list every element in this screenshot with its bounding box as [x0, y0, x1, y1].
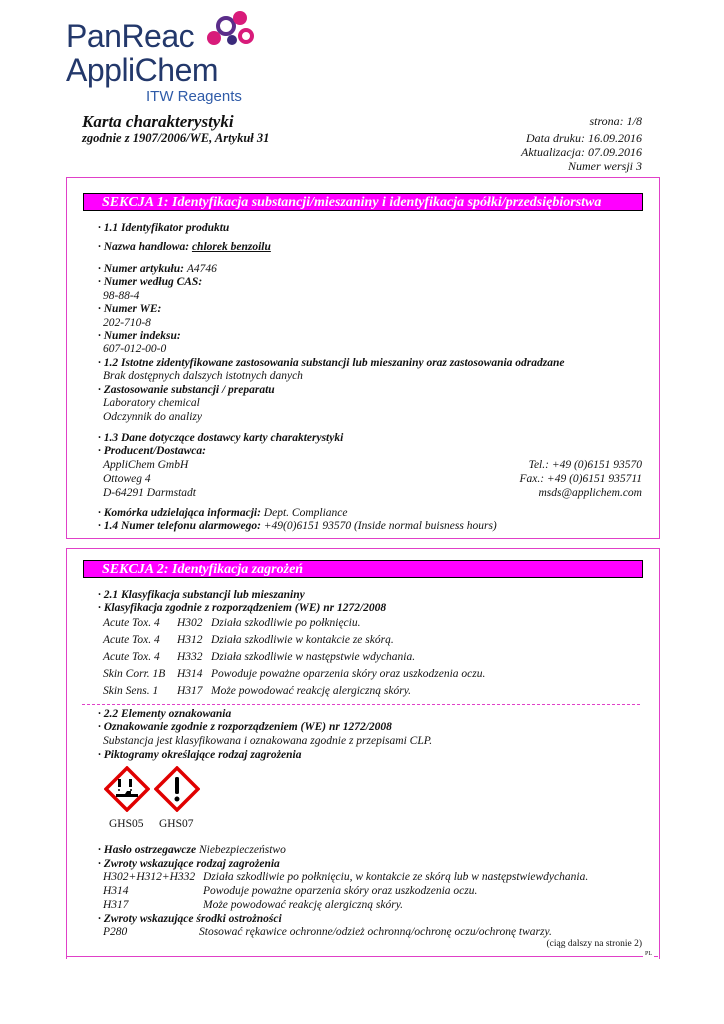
info-department — [98, 506, 347, 520]
cas-value: 98-88-4 — [103, 290, 140, 302]
language-code: PL — [644, 951, 652, 957]
hazard-code: H317 — [177, 685, 203, 697]
ghs07-label: GHS07 — [159, 818, 194, 830]
address-line-1: AppliChem GmbH — [103, 459, 189, 471]
signal-word-value: Niebezpieczeństwo — [198, 844, 286, 856]
logo-molecule-icon — [202, 8, 262, 52]
hazard-class: Acute Tox. 4 — [103, 617, 160, 629]
page-number: strona: 1/8 — [589, 114, 642, 128]
hazard-text: Powoduje poważne oparzenia skóry oraz uszkodzenia oczu. — [211, 668, 486, 680]
classification-heading: · 2.1 Klasyfikacja substancji lub mieszaniny — [98, 589, 305, 601]
trade-name-label: · Nazwa handlowa: — [98, 241, 192, 253]
section-2-title: SEKCJA 2: Identyfikacja zagrożeń — [83, 560, 643, 578]
h-statement-text: Powoduje poważne oparzenia skóry oraz uszkodzenia oczu. — [203, 885, 478, 897]
label-elements-heading: · 2.2 Elementy oznakowania — [98, 708, 232, 720]
ghs05-corrosion-icon — [104, 766, 150, 812]
trade-name — [98, 240, 271, 254]
version-number: Numer wersji 3 — [567, 159, 642, 173]
hazard-code: H314 — [177, 668, 203, 680]
uses-value: Brak dostępnych dalszych istotnych danych — [103, 370, 303, 382]
hazard-code: H302 — [177, 617, 203, 629]
update-date: Aktualizacja: 07.09.2016 — [521, 145, 642, 159]
producer-label: · Producent/Dostawca: — [98, 445, 206, 457]
hazard-row — [103, 651, 415, 663]
pictograms-heading: · Piktogramy określające rodzaj zagrożenia — [98, 749, 302, 761]
ghs05-label: GHS05 — [109, 818, 144, 830]
h-statement-code: H314 — [103, 885, 129, 897]
article-number-label: · Numer artykułu: — [98, 263, 187, 275]
hazard-row — [103, 634, 394, 646]
hazard-row — [103, 685, 411, 697]
signal-word-label: · Hasło ostrzegawcze — [98, 844, 199, 856]
precautionary-heading: · Zwroty wskazujące środki ostrożności — [98, 913, 282, 925]
index-value: 607-012-00-0 — [103, 343, 167, 355]
emergency-phone — [98, 519, 497, 533]
emergency-phone-value: +49(0)6151 93570 (Inside normal buisness hours) — [263, 520, 497, 532]
print-date: Data druku: 16.09.2016 — [526, 131, 642, 145]
supplier-heading: · 1.3 Dane dotyczące dostawcy karty charakterystyki — [98, 432, 344, 444]
hazard-row — [103, 668, 485, 680]
hazard-code: H312 — [177, 634, 203, 646]
company-logo — [62, 8, 252, 104]
classification-regulation: · Klasyfikacja zgodnie z rozporządzeniem (WE) nr 1272/2008 — [98, 602, 387, 614]
trade-name-value: chlorek benzoilu — [191, 241, 271, 253]
section-1-title: SEKCJA 1: Identyfikacja substancji/mieszaniny i identyfikacja spółki/przedsiębiorstwa — [83, 193, 643, 211]
application-value-2: Odczynnik do analizy — [103, 411, 203, 423]
address-line-2: Ottoweg 4 — [103, 473, 151, 485]
phone-number: Tel.: +49 (0)6151 93570 — [528, 459, 642, 471]
clp-statement: Substancja jest klasyfikowana i oznakowana zgodnie z przepisami CLP. — [103, 735, 433, 747]
hazard-text: Może powodować reakcję alergiczną skóry. — [211, 685, 412, 697]
hazard-row — [103, 617, 360, 629]
hazard-class: Acute Tox. 4 — [103, 651, 160, 663]
section-divider — [82, 704, 640, 705]
hazard-code: H332 — [177, 651, 203, 663]
ghs07-exclamation-icon — [154, 766, 200, 812]
labelling-regulation: · Oznakowanie zgodnie z rozporządzeniem (WE) nr 1272/2008 — [98, 721, 392, 733]
application-value-1: Laboratory chemical — [103, 397, 200, 409]
signal-word — [98, 843, 286, 857]
cas-label: · Numer według CAS: — [98, 276, 203, 288]
h-statement-code: H317 — [103, 899, 129, 911]
document-subtitle: zgodnie z 1907/2006/WE, Artykuł 31 — [82, 131, 270, 145]
hazard-class: Skin Sens. 1 — [103, 685, 159, 697]
address-line-3: D-64291 Darmstadt — [103, 487, 196, 499]
logo-text-panreac: PanReac — [66, 18, 195, 54]
hazard-class: Skin Corr. 1B — [103, 668, 166, 680]
we-value: 202-710-8 — [103, 317, 151, 329]
article-number — [98, 262, 217, 276]
product-identifier-heading: · 1.1 Identyfikator produktu — [98, 222, 230, 234]
h-statement-code: H302+H312+H332 — [103, 871, 196, 883]
emergency-phone-label: · 1.4 Numer telefonu alarmowego: — [98, 520, 264, 532]
info-department-value: Dept. Compliance — [263, 507, 348, 519]
document-title: Karta charakterystyki — [82, 112, 234, 131]
info-department-label: · Komórka udzielająca informacji: — [98, 507, 264, 519]
footer-line — [66, 956, 658, 957]
logo-text-itw: ITW Reagents — [146, 88, 242, 105]
index-label: · Numer indeksu: — [98, 330, 181, 342]
h-statement-text: Działa szkodliwie po połknięciu, w kontakcie ze skórą lub w następstwiewdychania. — [203, 871, 589, 883]
continued-note: (ciąg dalszy na stronie 2) — [546, 939, 642, 949]
email-address: msds@applichem.com — [538, 487, 642, 499]
p-statement-code: P280 — [103, 926, 128, 938]
h-statement-text: Może powodować reakcję alergiczną skóry. — [203, 899, 404, 911]
p-statement-text: Stosować rękawice ochronne/odzież ochronną/ochronę oczu/ochronę twarzy. — [199, 926, 552, 938]
hazard-statements-heading: · Zwroty wskazujące rodzaj zagrożenia — [98, 858, 280, 870]
uses-heading: · 1.2 Istotne zidentyfikowane zastosowania substancji lub mieszaniny oraz zastosowania odradzane — [98, 357, 565, 369]
hazard-class: Acute Tox. 4 — [103, 634, 160, 646]
fax-number: Fax.: +49 (0)6151 935711 — [519, 473, 642, 485]
hazard-text: Działa szkodliwie po połknięciu. — [211, 617, 361, 629]
hazard-text: Działa szkodliwie w następstwie wdychania. — [211, 651, 416, 663]
hazard-text: Działa szkodliwie w kontakcie ze skórą. — [211, 634, 394, 646]
we-label: · Numer WE: — [98, 303, 162, 315]
application-heading: · Zastosowanie substancji / preparatu — [98, 384, 275, 396]
logo-text-applichem: AppliChem — [66, 52, 219, 88]
article-number-value: A4746 — [186, 263, 217, 275]
